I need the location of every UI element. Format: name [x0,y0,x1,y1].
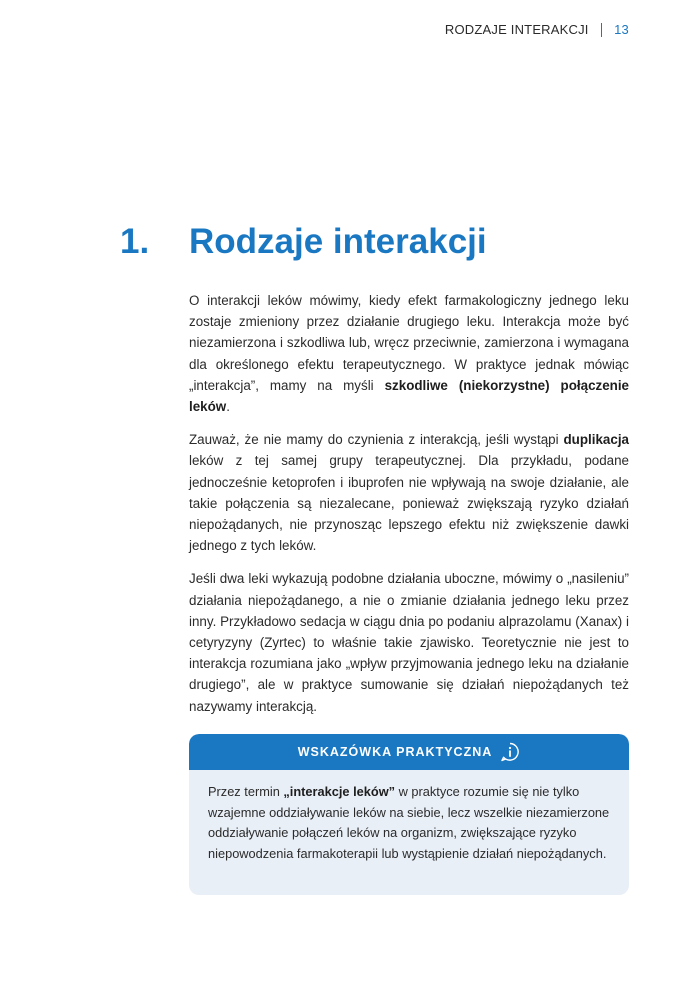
running-header-section: RODZAJE INTERAKCJI [444,22,589,37]
header-divider [601,23,603,37]
tip-text-start: Przez termin [208,784,284,799]
chapter-heading [120,222,487,262]
tip-text-rest: w praktyce rozumie się nie tylko wzajemne oddziaływanie leków na siebie, lecz wszelkie niezamierzone oddziaływanie połączeń leków na organizm, zwiększające ryzyko niepowodzenia farmakoterapii lub wystąpienie działań niepożądanych. [208,784,610,861]
paragraph-2-text: Zauważ, że nie mamy do czynienia z interakcją, jeśli wystąpi [189,432,564,448]
paragraph-1-end: . [226,399,230,415]
tip-header [189,734,629,770]
practical-tip-box [189,734,629,895]
running-header [445,22,629,37]
chapter-number: 1. [120,222,150,261]
paragraph-3: Jeśli dwa leki wykazują podobne działania uboczne, mówimy o „nasileniu” działania niepożądanego, a nie o zmianie działania jednego leku przez inny. Przykładowo sedacja w ciągu dnia po podaniu alprazolamu (Xanax) i cetyryzyny (Zyrtec) to właśnie takie zjawisko. Teoretycznie nie jest to interakcja rozumiana jako „wpływ przyjmowania jednego leku na działanie drugiego”, ale w praktyce sumowanie się działań niepożądanych też nazywamy interakcją. [189,571,629,714]
paragraph-1-emphasis: szkodliwe (niekorzystne) połączenie leków [189,377,630,415]
chapter-title: Rodzaje interakcji [189,222,487,261]
info-speech-bubble-icon [500,742,520,762]
paragraph-2-emphasis: duplikacja [563,432,629,448]
paragraph-1 [189,290,629,417]
paragraph-2 [189,429,629,556]
tip-body [189,770,629,864]
body-text [189,290,629,729]
tip-title: WSKAZÓWKA PRAKTYCZNA [297,745,493,759]
tip-term: „interakcje leków” [283,784,396,799]
paragraph-1-text: O interakcji leków mówimy, kiedy efekt farmakologiczny jednego leku zostaje zmieniony przez działanie drugiego leku. Interakcja może być niezamierzona i szkodliwa lub, wręcz przeciwnie, zamierzona i wymagana dla określonego efektu terapeutycznego. W praktyce jednak mówiąc „interakcja”, mamy na myśli [189,293,629,393]
page-number: 13 [614,22,629,37]
paragraph-2-rest: leków z tej samej grupy terapeutycznej. Dla przykładu, podane jednocześnie ketoprofen i ibuprofen nie wpływają na swoje działanie, ale takie połączenia są niezalecane, ponieważ zwiększają ryzyko działań niepożądanych, nie przynosząc lepszego efektu niż zwiększenie dawki jednego z tych leków. [189,453,629,554]
